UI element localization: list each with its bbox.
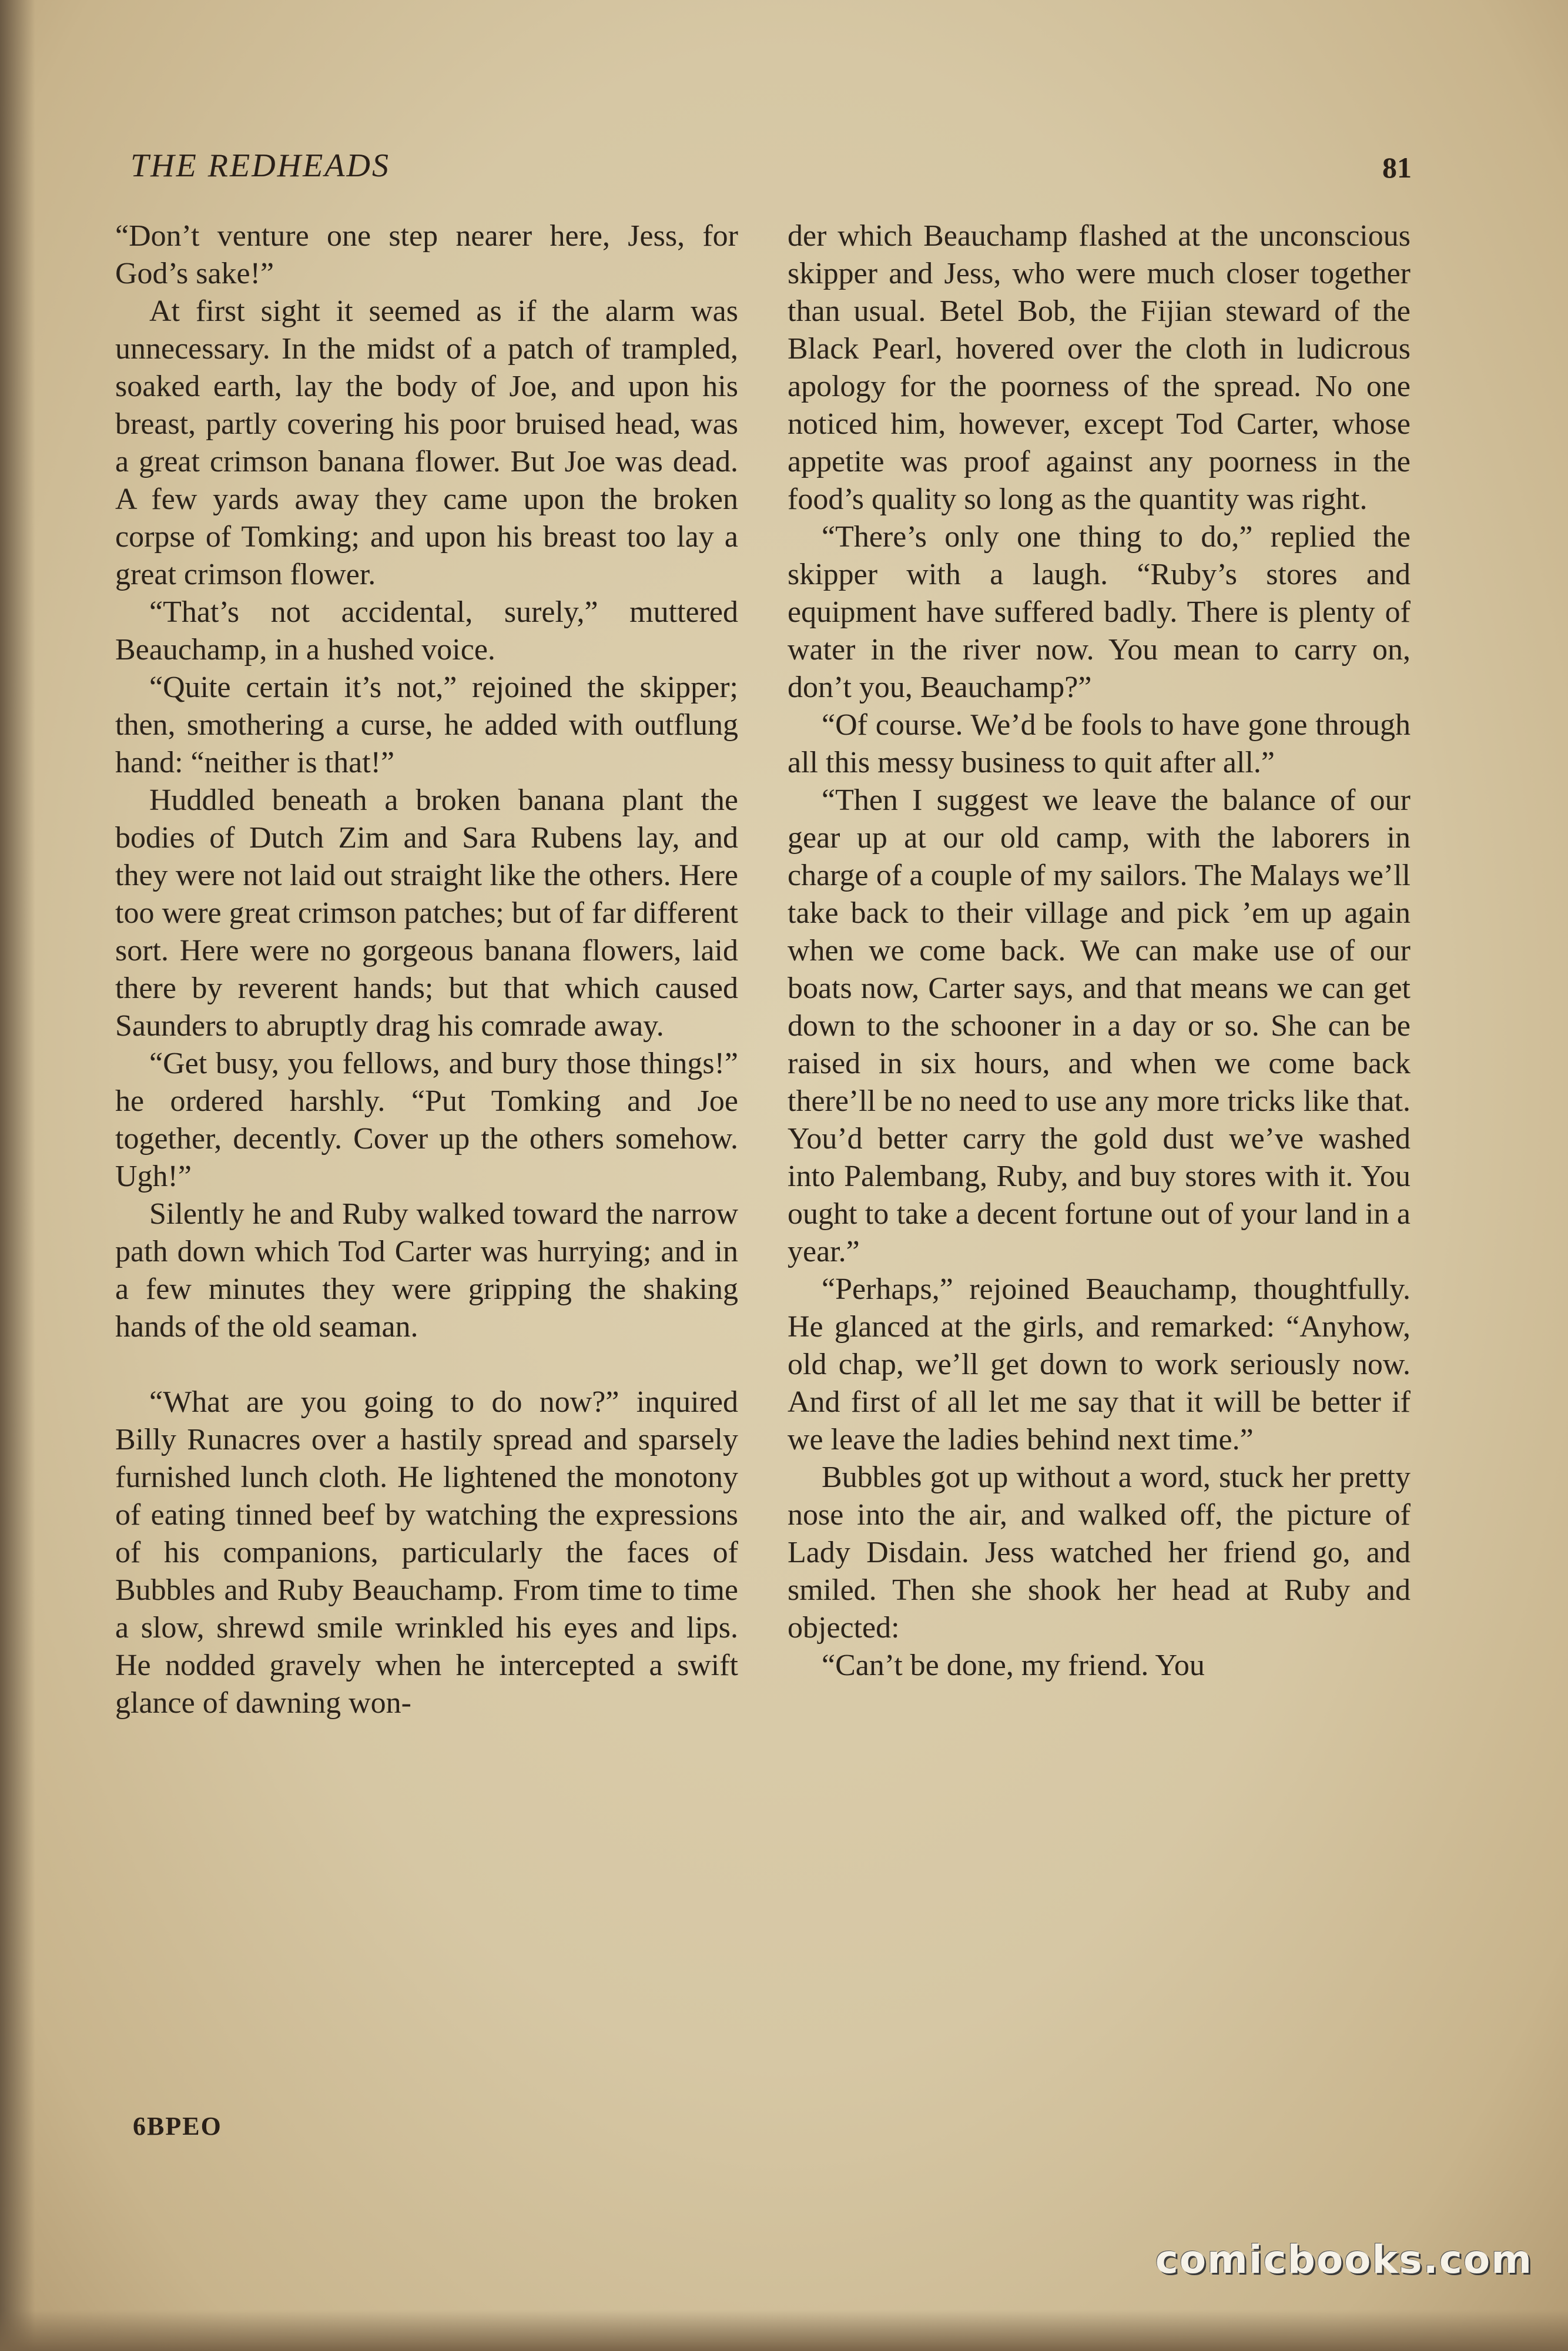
paragraph: “Can’t be done, my friend. You (822, 1649, 1205, 1682)
page-bottom-shadow (0, 2310, 1568, 2351)
paragraph: “Perhaps,” rejoined Beauchamp, thoughtfully. He glanced at the girls, and remarked: “Anyhow, old chap, we’ll get down to work seriously now. And first of all let me say that it will be better if we leave the ladies behind next time.” (788, 1272, 1410, 1456)
paragraph: “There’s only one thing to do,” replied the skipper with a laugh. “Ruby’s stores and equipment have suffered badly. There is plenty of water in the river now. You mean to carry on, don’t you, Beauchamp?” (788, 520, 1410, 704)
running-title: THE REDHEADS (130, 148, 390, 184)
paragraph: At first sight it seemed as if the alarm was unnecessary. In the midst of a patch of trampled, soaked earth, lay the body of Joe, and upon his breast, partly covering his poor bruised head, was a great crimson banana flower. But Joe was dead. A few yards away they came upon the broken corpse of Tomking; and upon his breast too lay a great crimson flower. (115, 294, 738, 591)
page-header (130, 147, 1412, 200)
paragraph: “Quite certain it’s not,” rejoined the skipper; then, smothering a curse, he added with outflung hand: “neither is that!” (115, 671, 738, 779)
paragraph: Huddled beneath a broken banana plant the bodies of Dutch Zim and Sara Rubens lay, and they were not laid out straight like the others. Here too were great crimson patches; but of far different sort. Here were no gorgeous banana flowers, laid there by reverent hands; but that which caused Saunders to abruptly drag his comrade away. (115, 783, 738, 1043)
left-column (115, 217, 738, 2145)
paragraph: Bubbles got up without a word, stuck her pretty nose into the air, and walked off, the picture of Lady Disdain. Jess watched her friend go, and smiled. Then she shook her head at Ruby and objected: (788, 1461, 1410, 1645)
printer-signature: 6BPEO (133, 2112, 222, 2141)
site-watermark: comicbooks.com (1155, 2237, 1533, 2282)
paragraph: Silently he and Ruby walked toward the narrow path down which Tod Carter was hurrying; and in a few minutes they were gripping the shaking hands of the old seaman. (115, 1197, 738, 1344)
paragraph: “What are you going to do now?” inquired Billy Runacres over a hastily spread and sparsely furnished lunch cloth. He lightened the monotony of eating tinned beef by watching the expressions of his companions, particularly the faces of Bubbles and Ruby Beauchamp. From time to time a slow, shrewd smile wrinkled his eyes and lips. He nodded gravely when he intercepted a swift glance of dawning won- (115, 1385, 738, 1720)
right-column (788, 217, 1410, 2145)
paragraph: “Get busy, you fellows, and bury those things!” he ordered harshly. “Put Tomking and Joe together, decently. Cover up the others somehow. Ugh!” (115, 1047, 738, 1193)
page-edge-shadow (0, 0, 35, 2351)
paragraph: “Don’t venture one step nearer here, Jess, for God’s sake!” (115, 219, 738, 290)
page-number: 81 (1382, 151, 1412, 184)
paragraph: der which Beauchamp flashed at the unconscious skipper and Jess, who were much closer together than usual. Betel Bob, the Fijian steward of the Black Pearl, hovered over the cloth in ludicrous apology for the poorness of the spread. No one noticed him, however, except Tod Carter, whose appetite was proof against any poorness in the food’s quality so long as the quantity was right. (788, 219, 1410, 516)
paragraph: “Then I suggest we leave the balance of our gear up at our old camp, with the laborers in charge of a couple of my sailors. The Malays we’ll take back to their village and pick ’em up again when we come back. We can make use of our boats now, Carter says, and that means we can get down to the schooner in a day or so. She can be raised in six hours, and when we come back there’ll be no need to use any more tricks like that. You’d better carry the gold dust we’ve washed into Palembang, Ruby, and buy stores with it. You ought to take a decent fortune out of your land in a year.” (788, 783, 1410, 1268)
paragraph: “Of course. We’d be fools to have gone through all this messy business to quit after all.” (788, 708, 1410, 779)
paragraph: “That’s not accidental, surely,” muttered Beauchamp, in a hushed voice. (115, 595, 738, 667)
